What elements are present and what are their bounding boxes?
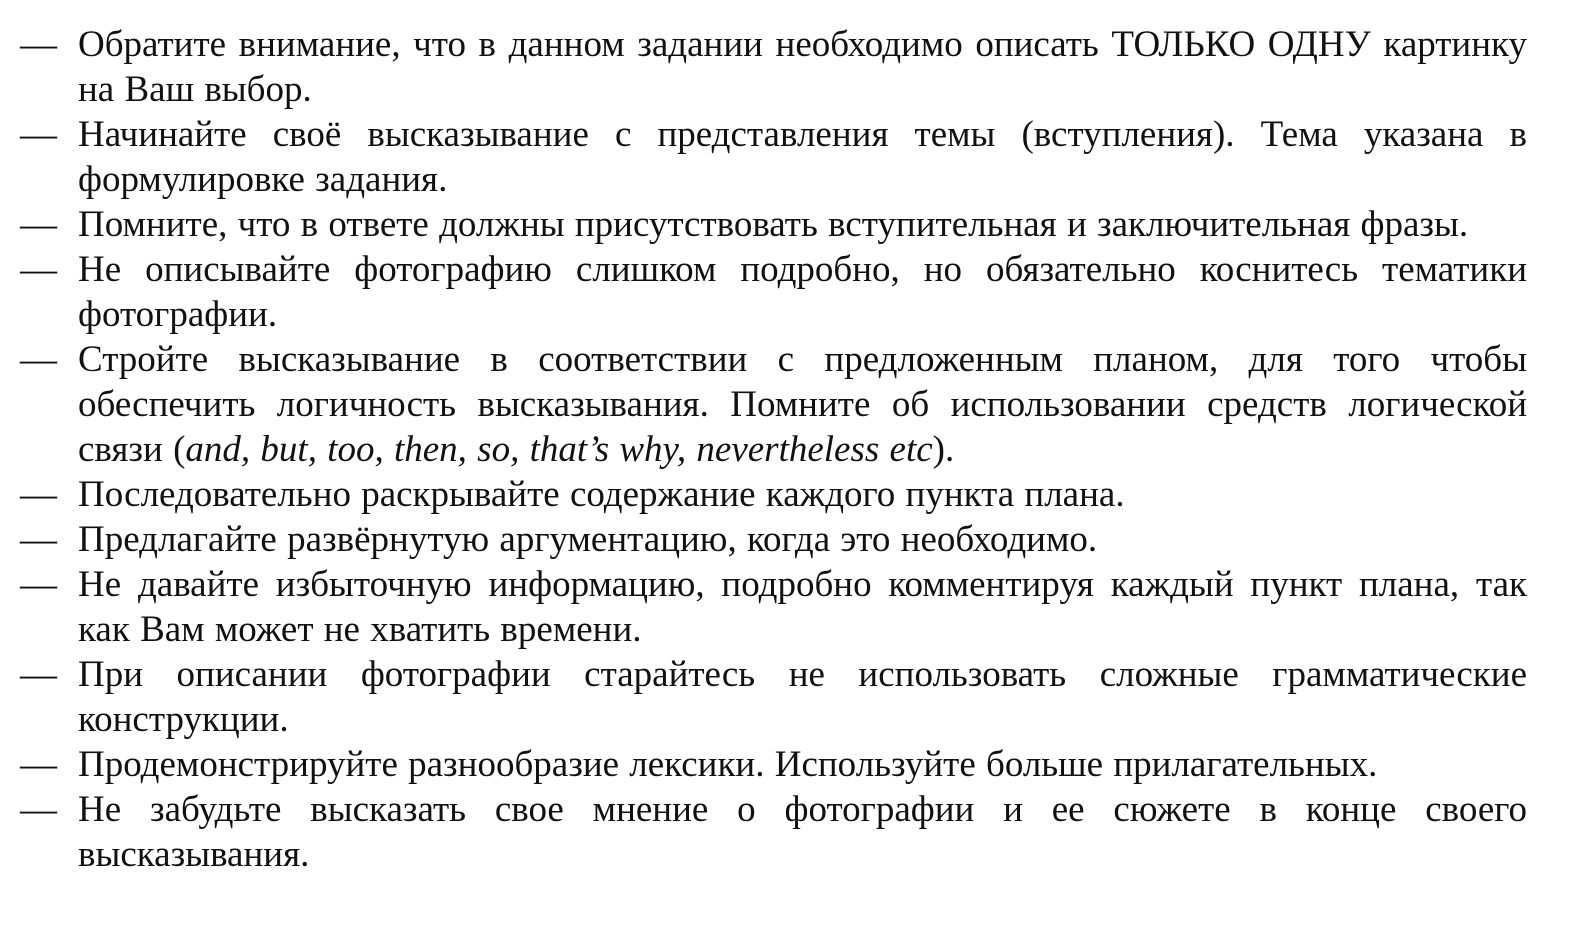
list-item-text-end: ). <box>932 429 955 470</box>
list-item <box>20 22 1527 112</box>
list-item <box>20 202 1527 247</box>
list-item-text: Обратите внимание, что в данном задании необходимо описать ТОЛЬКО ОДНУ картинку на Ваш выбор. <box>78 24 1527 110</box>
list-item <box>20 742 1527 787</box>
list-item-text: Продемонстрируйте разнообразие лексики. Используйте больше прилагательных. <box>78 744 1378 785</box>
list-item-text: Не забудьте высказать свое мнение о фотографии и ее сюжете в конце своего высказывания. <box>78 789 1527 875</box>
bullet-dash: — <box>20 789 57 830</box>
bullet-dash: — <box>20 339 57 380</box>
list-item-text <box>78 337 1527 472</box>
list-item-text: Не давайте избыточную информацию, подробно комментируя каждый пункт плана, так как Вам может не хватить времени. <box>78 564 1527 650</box>
list-item <box>20 652 1527 742</box>
list-item <box>20 112 1527 202</box>
list-item-text: Начинайте своё высказывание с представления темы (вступления). Тема указана в формулировке задания. <box>78 114 1527 200</box>
list-item <box>20 337 1527 472</box>
bullet-dash: — <box>20 204 57 245</box>
bullet-dash: — <box>20 474 57 515</box>
bullet-dash: — <box>20 654 57 695</box>
list-item-text: Не описывайте фотографию слишком подробно, но обязательно коснитесь тематики фотографии. <box>78 249 1527 335</box>
bullet-dash: — <box>20 249 57 290</box>
list-item-text-start: Стройте высказывание в соответствии с предложенным планом, для того чтобы обеспечить логичность высказывания. Помните об использовании средств логической связи ( <box>78 339 1527 470</box>
list-item-text: Предлагайте развёрнутую аргументацию, когда это необходимо. <box>78 519 1098 560</box>
bullet-dash: — <box>20 24 57 65</box>
connectors-italic: and, but, too, then, so, that’s why, nevertheless etc <box>185 429 933 470</box>
list-item <box>20 787 1527 877</box>
bullet-dash: — <box>20 744 57 785</box>
bullet-dash: — <box>20 519 57 560</box>
bullet-dash: — <box>20 114 57 155</box>
list-item-text: Последовательно раскрывайте содержание каждого пункта плана. <box>78 474 1125 515</box>
list-item <box>20 517 1527 562</box>
list-item <box>20 472 1527 517</box>
list-item <box>20 562 1527 652</box>
bullet-dash: — <box>20 564 57 605</box>
list-item <box>20 247 1527 337</box>
list-item-text: При описании фотографии старайтесь не использовать сложные грамматические конструкции. <box>78 654 1527 740</box>
list-item-text: Помните, что в ответе должны присутствовать вступительная и заключительная фразы. <box>78 204 1469 245</box>
